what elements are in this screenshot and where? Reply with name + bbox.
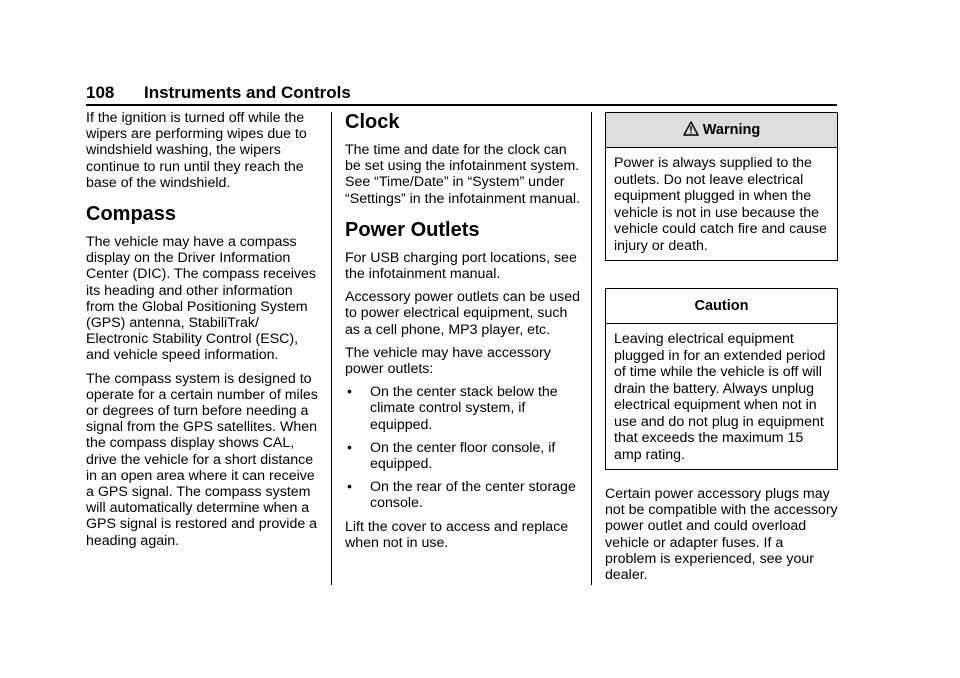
warning-title: Warning [702,122,761,138]
page-header [86,83,351,103]
warning-box [605,112,838,261]
compass-paragraph-2: The compass system is designed to operate for a certain number of miles or degrees of turn before needing a signal from the GPS satellites. When the compass display shows CAL, drive the vehicle for a short distance in an open area where it can receive a GPS signal. The compass system will automatically determine when a GPS signal is restored and provide a heading again. [86,370,318,549]
header-rule [86,104,837,106]
caution-box [605,288,838,470]
warning-header [606,113,837,148]
power-outlets-heading: Power Outlets [345,218,480,241]
compass-heading: Compass [86,203,177,226]
bullet-marker: • [347,384,352,401]
power-paragraph-3: The vehicle may have accessory power outlets: [345,344,551,378]
caution-title: Caution [606,289,837,324]
list-item [345,479,581,511]
list-item-text: On the center stack below the climate control system, if equipped. [370,384,558,433]
warning-triangle-icon [683,115,699,149]
list-item-text: On the rear of the center storage console. [370,479,576,512]
caution-text: Leaving electrical equipment plugged in for an extended period of time while the vehicle is off will drain the battery. Always unplug electrical equipment when not in use and do not plug in equipment that exceeds the maximum 15 amp rating. [614,331,826,463]
column-left [86,110,322,556]
bullet-marker: • [347,479,352,496]
column-right [605,112,838,590]
list-item [345,384,581,433]
list-item-text: On the center floor console, if equipped. [370,439,556,473]
section-title: Instruments and Controls [144,83,351,102]
list-item [345,440,581,472]
clock-paragraph: The time and date for the clock can be set using the infotainment system. See “Time/Date” in “System” under “Settings” in the infotainment manual. [345,142,581,207]
warning-text: Power is always supplied to the outlets. Do not leave electrical equipment plugged in when the vehicle is not in use because the vehicle could catch fire and cause injury or death. [614,155,827,254]
power-paragraph-2: Accessory power outlets can be used to power electrical equipment, such as a cell phone, MP3 player, etc. [345,289,581,338]
column-divider-1 [331,112,332,585]
power-paragraph-4: Lift the cover to access and replace when not in use. [345,518,569,551]
wiper-paragraph: If the ignition is turned off while the wipers are performing wipes due to windshield washing, the wipers continue to run until they reach the base of the windshield. [86,110,307,191]
closing-paragraph: Certain power accessory plugs may not be compatible with the accessory power outlet and could overload vehicle or adapter fuses. If a problem is experienced, see your dealer. [605,486,838,584]
compass-paragraph-1: The vehicle may have a compass display on the Driver Information Center (DIC). The compass receives its heading and other information from the Global Positioning System (GPS) antenna, StabiliTrak/ Electronic Stability Control (ESC), and vehicle speed information. [86,234,316,364]
power-paragraph-1: For USB charging port locations, see the infotainment manual. [345,249,577,283]
bullet-marker: • [347,439,352,456]
column-divider-2 [591,112,592,585]
page-number: 108 [86,83,115,102]
clock-heading: Clock [345,111,400,133]
column-middle [345,110,581,558]
